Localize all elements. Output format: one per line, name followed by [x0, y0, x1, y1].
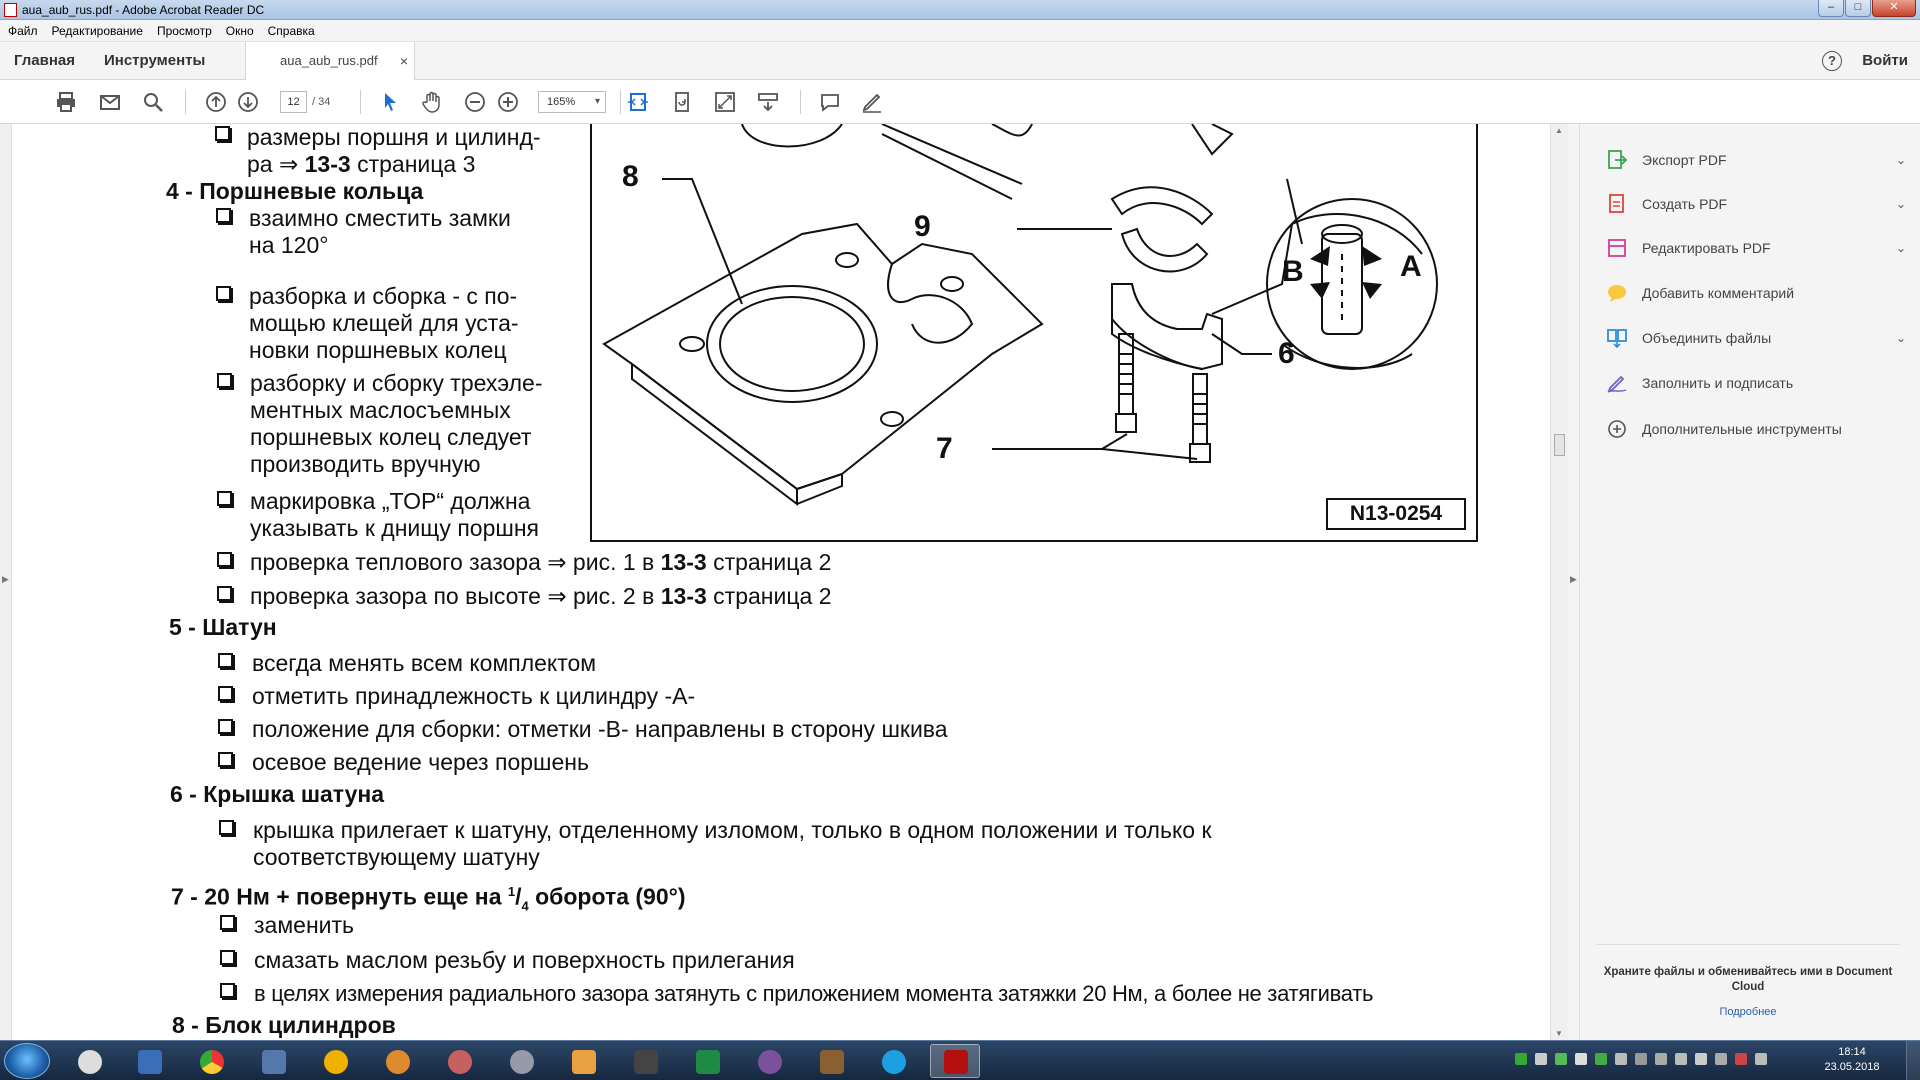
text-line: проверка теплового зазора ⇒ рис. 1 в 13-3 страница 2 [250, 549, 832, 575]
sign-in-button[interactable]: Войти [1862, 52, 1908, 69]
tray-icon[interactable] [1755, 1053, 1767, 1065]
chevron-down-icon[interactable]: ⌄ [1895, 331, 1906, 345]
text-line: смазать маслом резьбу и поверхность прилегания [254, 947, 795, 973]
tools-pane [1580, 124, 1920, 1040]
clock-date: 23.05.2018 [1824, 1061, 1880, 1073]
figure-label-7: 7 [936, 432, 953, 465]
plus-circle-icon [1606, 419, 1628, 439]
tray-icon[interactable] [1675, 1053, 1687, 1065]
figure-label-8: 8 [622, 160, 639, 193]
tool-fill-sign[interactable]: Заполнить и подписать [1606, 371, 1906, 395]
expand-left-icon[interactable]: ▶ [2, 574, 9, 584]
checkbox-bullet [217, 552, 232, 567]
taskbar-skype[interactable] [868, 1044, 918, 1078]
text-line: разборка и сборка - с по- [249, 283, 518, 309]
help-icon[interactable]: ? [1822, 51, 1842, 71]
taskbar-app-6[interactable] [372, 1044, 422, 1078]
figure-code: N13-0254 [1326, 498, 1466, 530]
create-pdf-icon [1606, 194, 1628, 214]
document-cloud-promo: Храните файлы и обменивайтесь ими в Document Cloud [1596, 944, 1900, 995]
taskbar-app-2[interactable] [124, 1044, 174, 1078]
fit-page-icon[interactable] [626, 90, 650, 114]
menu-view[interactable]: Просмотр [156, 24, 212, 38]
text-line: разборку и сборку трехэле- [250, 370, 543, 396]
edit-pdf-icon [1606, 238, 1628, 258]
page-number-input[interactable]: 12 [280, 91, 307, 113]
checkbox-bullet [220, 983, 235, 998]
text-line: мощью клещей для уста- [249, 310, 519, 336]
tray-icon[interactable] [1555, 1053, 1567, 1065]
tray-icon[interactable] [1595, 1053, 1607, 1065]
taskbar-app-1[interactable] [64, 1044, 114, 1078]
tray-icon[interactable] [1515, 1053, 1527, 1065]
tool-edit-pdf[interactable]: Редактировать PDF ⌄ [1606, 236, 1906, 260]
scroll-up-icon[interactable]: ▲ [1555, 126, 1563, 135]
hand-tool-icon[interactable] [420, 90, 444, 114]
taskbar-app-9[interactable] [558, 1044, 608, 1078]
checkbox-bullet [220, 950, 235, 965]
checkbox-bullet [218, 752, 233, 767]
comment-bubble-icon [1606, 283, 1628, 303]
toolbar [0, 80, 1920, 124]
checkbox-bullet [219, 820, 234, 835]
checkbox-bullet [215, 126, 230, 141]
pdf-page-view[interactable] [12, 124, 1550, 1040]
text-line: отметить принадлежность к цилиндру -А- [252, 683, 696, 709]
zoom-select[interactable]: 165% ▾ [538, 91, 606, 113]
taskbar-app-4[interactable] [248, 1044, 298, 1078]
menu-file[interactable]: Файл [8, 24, 38, 38]
vertical-scrollbar[interactable] [1550, 124, 1568, 1040]
clock-time: 18:14 [1838, 1046, 1866, 1058]
checkbox-bullet [216, 286, 231, 301]
collapse-right-icon[interactable]: ▶ [1570, 574, 1577, 584]
taskbar-app-10[interactable] [620, 1044, 670, 1078]
tool-export-pdf[interactable]: Экспорт PDF ⌄ [1606, 148, 1906, 172]
text-line: размеры поршня и цилинд- [247, 124, 541, 150]
page-total: / 34 [312, 96, 331, 108]
system-tray [1515, 1053, 1815, 1069]
chevron-down-icon[interactable]: ⌄ [1895, 153, 1906, 167]
network-icon[interactable] [1655, 1053, 1667, 1065]
section-heading-7: 7 - 20 Нм + повернуть еще на $^1/_4$ оборота (90°) [171, 883, 686, 914]
print-icon[interactable] [54, 90, 78, 114]
figure-label-a: A [1400, 250, 1422, 283]
taskbar-viber[interactable] [744, 1044, 794, 1078]
scroll-mode-icon[interactable] [756, 90, 780, 114]
checkbox-bullet [218, 719, 233, 734]
full-screen-icon[interactable] [713, 90, 737, 114]
checkbox-bullet [217, 373, 232, 388]
section-heading-5: 5 - Шатун [169, 614, 277, 640]
taskbar-app-8[interactable] [496, 1044, 546, 1078]
start-button[interactable] [4, 1043, 50, 1079]
text-line: на 120° [249, 232, 329, 258]
checkbox-bullet [218, 653, 233, 668]
highlight-pen-icon[interactable] [860, 90, 884, 114]
fill-sign-pen-icon [1606, 373, 1628, 393]
tab-bar [0, 42, 1920, 80]
text-line: соответствующему шатуну [253, 844, 540, 870]
windows-taskbar [0, 1040, 1920, 1080]
tab-document-label: aua_aub_rus.pdf [280, 53, 378, 68]
zoom-out-icon[interactable] [463, 90, 487, 114]
text-line: производить вручную [250, 451, 481, 477]
taskbar-app-13[interactable] [806, 1044, 856, 1078]
tray-icon[interactable] [1635, 1053, 1647, 1065]
tray-icon[interactable] [1575, 1053, 1587, 1065]
next-page-icon[interactable] [236, 90, 260, 114]
taskbar-excel[interactable] [682, 1044, 732, 1078]
text-line: ментных маслосъемных [250, 397, 511, 423]
engine-diagram [590, 124, 1478, 542]
chevron-down-icon[interactable]: ⌄ [1895, 241, 1906, 255]
menu-edit[interactable]: Редактирование [51, 24, 143, 38]
taskbar-app-5[interactable] [310, 1044, 360, 1078]
window-title-bar [0, 0, 1920, 20]
checkbox-bullet [217, 586, 232, 601]
tray-icon[interactable] [1735, 1053, 1747, 1065]
email-icon[interactable] [98, 90, 122, 114]
previous-page-icon[interactable] [204, 90, 228, 114]
text-line: указывать к днищу поршня [250, 515, 539, 541]
tool-more-tools[interactable]: Дополнительные инструменты [1606, 417, 1906, 441]
text-line: новки поршневых колец [249, 337, 507, 363]
tool-combine-files[interactable]: Объединить файлы ⌄ [1606, 326, 1906, 350]
menu-help[interactable]: Справка [267, 24, 315, 38]
minimize-button[interactable]: – [1818, 0, 1844, 17]
text-line: проверка зазора по высоте ⇒ рис. 2 в 13-3 страница 2 [250, 583, 832, 609]
zoom-in-icon[interactable] [496, 90, 520, 114]
text-line: осевое ведение через поршень [252, 749, 589, 775]
text-line: в целях измерения радиального зазора затянуть с приложением момента затяжки 20 Нм, а более не затягивать [254, 981, 1374, 1006]
acrobat-app-icon [4, 3, 17, 17]
text-line: маркировка „TOP“ должна [250, 488, 531, 514]
section-heading-6: 6 - Крышка шатуна [170, 781, 385, 807]
tray-icon[interactable] [1715, 1053, 1727, 1065]
section-heading-8: 8 - Блок цилиндров [172, 1012, 396, 1038]
volume-icon[interactable] [1535, 1053, 1547, 1065]
text-line: взаимно сместить замки [249, 205, 511, 231]
checkbox-bullet [217, 491, 232, 506]
tab-document[interactable] [245, 42, 415, 80]
engine-parts-drawing [592, 124, 1480, 542]
combine-files-icon [1606, 328, 1628, 348]
text-line: поршневых колец следует [250, 424, 532, 450]
export-pdf-icon [1606, 150, 1628, 170]
flag-icon[interactable] [1695, 1053, 1707, 1065]
menu-bar [0, 20, 1920, 42]
text-line: положение для сборки: отметки -В- направлены в сторону шкива [252, 716, 948, 742]
window-title: aua_aub_rus.pdf - Adobe Acrobat Reader DC [22, 3, 265, 17]
text-line: ра ⇒ 13-3 страница 3 [247, 151, 476, 177]
tray-icon[interactable] [1615, 1053, 1627, 1065]
taskbar-chrome[interactable] [186, 1044, 236, 1078]
text-line: крышка прилегает к шатуну, отделенному изломом, только в одном положении и только к [253, 817, 1212, 843]
tab-home[interactable]: Главная [14, 52, 76, 69]
checkbox-bullet [218, 686, 233, 701]
figure-label-b: B [1282, 255, 1304, 288]
chevron-down-icon[interactable]: ⌄ [1895, 197, 1906, 211]
menu-window[interactable]: Окно [225, 24, 254, 38]
tool-add-comment[interactable]: Добавить комментарий [1606, 281, 1906, 305]
comment-icon[interactable] [818, 90, 842, 114]
show-desktop-button[interactable] [1906, 1041, 1920, 1080]
close-tab-icon[interactable]: × [399, 53, 408, 69]
text-line: всегда менять всем комплектом [252, 650, 597, 676]
text-line: заменить [254, 912, 355, 938]
left-panel-collapsed[interactable] [0, 124, 12, 1040]
close-window-button[interactable]: ✕ [1872, 0, 1916, 17]
search-icon[interactable] [141, 90, 165, 114]
checkbox-bullet [216, 208, 231, 223]
section-heading-4: 4 - Поршневые кольца [166, 178, 424, 204]
learn-more-link[interactable]: Подробнее [1719, 1006, 1777, 1018]
tool-create-pdf[interactable]: Создать PDF ⌄ [1606, 192, 1906, 216]
maximize-button[interactable]: □ [1845, 0, 1871, 17]
select-cursor-icon[interactable] [378, 90, 402, 114]
checkbox-bullet [220, 915, 235, 930]
right-panel-toggle[interactable] [1568, 124, 1580, 1040]
tab-tools[interactable]: Инструменты [104, 52, 206, 69]
figure-label-9: 9 [914, 210, 931, 243]
taskbar-clock[interactable] [1822, 1045, 1882, 1075]
rotate-page-icon[interactable] [670, 90, 694, 114]
figure-label-6: 6 [1278, 337, 1295, 370]
taskbar-app-7[interactable] [434, 1044, 484, 1078]
scroll-thumb[interactable] [1554, 434, 1565, 456]
taskbar-acrobat[interactable] [930, 1044, 980, 1078]
scroll-down-icon[interactable]: ▼ [1555, 1029, 1563, 1038]
